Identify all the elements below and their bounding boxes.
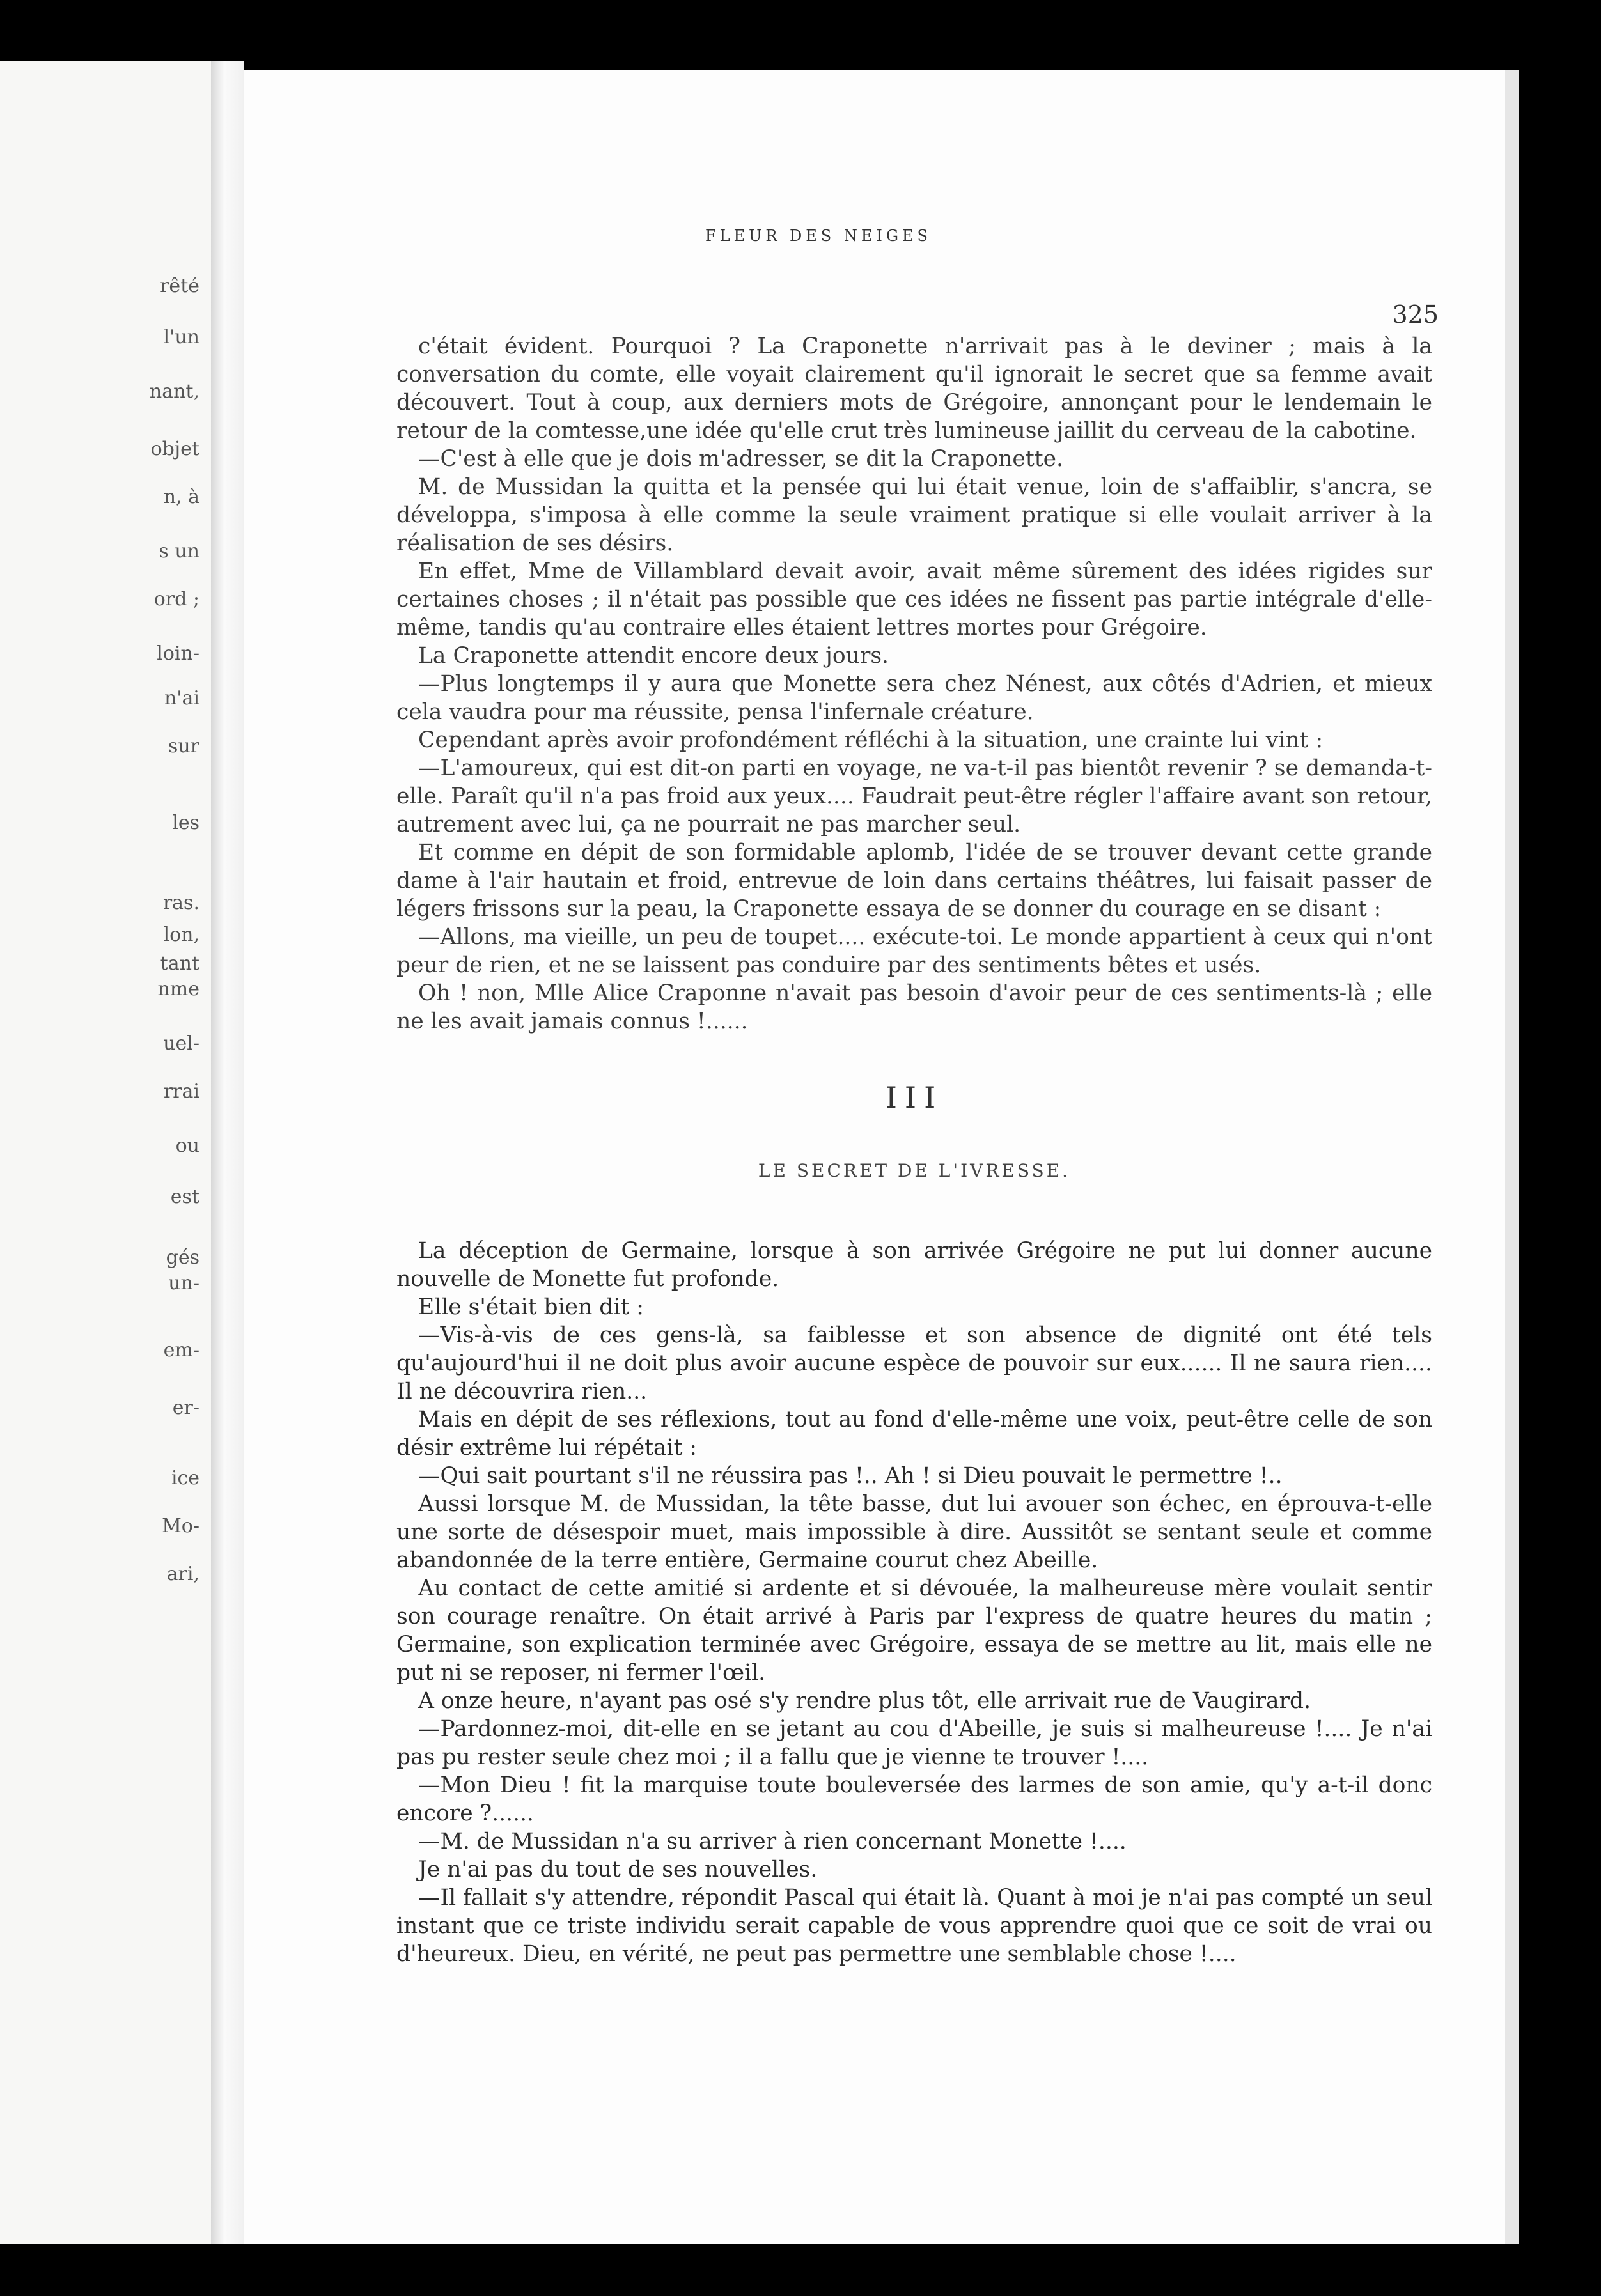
- paragraph: Mais en dépit de ses réflexions, tout au fond d'elle-même une voix, peut-être celle de son désir extrême lui répétait :: [396, 1407, 1432, 1461]
- facing-page: [0, 61, 211, 2244]
- paragraph: —L'amoureux, qui est dit-on parti en voyage, ne va-t-il pas bientôt revenir ? se demanda-t-elle. Paraît qu'il n'a pas froid aux yeux.... Faudrait peut-être régler l'affaire avant son retour, autrement avec lui, ça ne pourrait ne pas marcher seul.: [396, 756, 1432, 837]
- paragraph: Au contact de cette amitié si ardente et si dévouée, la malheureuse mère voulait sentir son courage renaître. On était arrivé à Paris par l'express de quatre heures du matin ; Germaine, son explication terminée avec Grégoire, essaya de se mettre au lit, mais elle ne put ni se reposer, ni fermer l'œil.: [396, 1576, 1432, 1686]
- facing-page-fragment: objet: [150, 438, 199, 460]
- book-gutter: [211, 61, 244, 2244]
- facing-page-fragment: nant,: [149, 380, 199, 403]
- paragraph: M. de Mussidan la quitta et la pensée qui lui était venue, loin de s'affaiblir, s'ancra, se développa, s'imposa à elle comme la seule vraiment pratique si elle voulait arriver à la réalisation de ses désirs.: [396, 474, 1432, 556]
- facing-page-fragment: lon,: [163, 924, 199, 946]
- facing-page-fragment: tant: [160, 952, 199, 975]
- paragraph: —Vis-à-vis de ces gens-là, sa faiblesse et son absence de dignité ont été tels qu'aujourd'hui il ne doit plus avoir aucune espèce de pouvoir sur eux...... Il ne saura rien.... Il ne découvrira rien...: [396, 1323, 1432, 1404]
- facing-page-fragment: gés: [166, 1246, 199, 1269]
- page-edge: [1505, 70, 1519, 2244]
- paragraph: Je n'ai pas du tout de ses nouvelles.: [418, 1857, 818, 1882]
- paragraph: La déception de Germaine, lorsque à son arrivée Grégoire ne put lui donner aucune nouvelle de Monette fut profonde.: [396, 1238, 1432, 1292]
- paragraph: —Plus longtemps il y aura que Monette sera chez Nénest, aux côtés d'Adrien, et mieux cela vaudra pour ma réussite, pensa l'infernale créature.: [396, 671, 1432, 725]
- facing-page-fragment: ord ;: [153, 588, 199, 610]
- facing-page-fragment: ou: [175, 1135, 199, 1157]
- chapter-number: III: [885, 1080, 944, 1115]
- text-block-top: [396, 332, 1432, 1036]
- paragraph: A onze heure, n'ayant pas osé s'y rendre plus tôt, elle arrivait rue de Vaugirard.: [418, 1688, 1311, 1714]
- paragraph: Cependant après avoir profondément réfléchi à la situation, une crainte lui vint :: [418, 727, 1323, 753]
- paragraph: —Mon Dieu ! fit la marquise toute bouleversée des larmes de son amie, qu'y a-t-il donc encore ?......: [396, 1772, 1432, 1826]
- facing-page-fragment: rrai: [163, 1080, 199, 1103]
- facing-page-fragment: loin-: [157, 642, 199, 665]
- facing-page-fragment: em-: [163, 1339, 199, 1361]
- paragraph: —Il fallait s'y attendre, répondit Pascal qui était là. Quant à moi je n'ai pas compté un seul instant que ce triste individu serait capable de vous apprendre quoi que ce soit de vrai ou d'heureux. Dieu, en vérité, ne peut pas permettre une semblable chose !....: [396, 1885, 1432, 1967]
- chapter-title: LE SECRET DE L'IVRESSE.: [758, 1160, 1071, 1181]
- facing-page-fragment: er-: [172, 1397, 199, 1419]
- facing-page-fragment: n, à: [163, 486, 199, 508]
- paragraph: c'était évident. Pourquoi ? La Craponette n'arrivait pas à le deviner ; mais à la conversation du comte, elle voyait clairement qu'il ignorait le secret que sa femme avait découvert. Tout à coup, aux derniers mots de Grégoire, annonçant pour le lendemain le retour de la comtesse,une idée qu'elle crut très lumineuse jaillit du cerveau de la cabotine.: [396, 334, 1432, 444]
- paragraph: Aussi lorsque M. de Mussidan, la tête basse, dut lui avouer son échec, en éprouva-t-elle une sorte de désespoir muet, mais impossible à dire. Aussitôt se sentant seule et comme abandonnée de la terre entière, Germaine courut chez Abeille.: [396, 1491, 1432, 1573]
- facing-page-fragment: Mo-: [162, 1515, 199, 1537]
- paragraph: En effet, Mme de Villamblard devait avoir, avait même sûrement des idées rigides sur certaines choses ; il n'était pas possible que ces idées ne fissent pas partie intégrale d'elle-même, tandis qu'au contraire elles étaient lettres mortes pour Grégoire.: [396, 559, 1432, 640]
- facing-page-fragment: rêté: [160, 275, 199, 297]
- paragraph: —Qui sait pourtant s'il ne réussira pas !.. Ah ! si Dieu pouvait le permettre !..: [418, 1463, 1283, 1489]
- facing-page-fragment: un-: [168, 1272, 199, 1294]
- facing-page-fragment: l'un: [163, 326, 199, 348]
- paragraph: Et comme en dépit de son formidable aplomb, l'idée de se trouver devant cette grande dame à l'air hautain et froid, entrevue de loin dans certains théâtres, lui faisait passer de légers frissons sur la peau, la Craponette essaya de se donner du courage en se disant :: [396, 840, 1432, 922]
- facing-page-fragment: s un: [159, 540, 199, 562]
- facing-page-fragment: nme: [157, 978, 199, 1000]
- paragraph: Oh ! non, Mlle Alice Craponne n'avait pas besoin d'avoir peur de ces sentiments-là ; elle ne les avait jamais connus !......: [396, 981, 1432, 1034]
- page-number: 325: [1392, 300, 1439, 329]
- paragraph: —C'est à elle que je dois m'adresser, se dit la Craponette.: [418, 446, 1063, 472]
- facing-page-fragment: ice: [171, 1467, 199, 1489]
- facing-page-fragment: ari,: [166, 1563, 199, 1585]
- facing-page-fragment: uel-: [163, 1032, 199, 1055]
- facing-page-fragment: n'ai: [164, 687, 199, 710]
- facing-page-fragment: les: [172, 812, 199, 834]
- facing-page-fragment: sur: [168, 735, 199, 757]
- text-block-bottom: [396, 1237, 1432, 1968]
- paragraph: —Pardonnez-moi, dit-elle en se jetant au cou d'Abeille, je suis si malheureuse !.... Je n'ai pas pu rester seule chez moi ; il a fallu que je vienne te trouver !....: [396, 1716, 1432, 1770]
- paragraph: Elle s'était bien dit :: [418, 1294, 644, 1320]
- paragraph: —M. de Mussidan n'a su arriver à rien concernant Monette !....: [418, 1829, 1127, 1854]
- running-head: FLEUR DES NEIGES: [705, 227, 932, 245]
- facing-page-fragment: est: [170, 1186, 199, 1208]
- paragraph: La Craponette attendit encore deux jours.: [418, 643, 889, 669]
- paragraph: —Allons, ma vieille, un peu de toupet.... exécute-toi. Le monde appartient à ceux qui n'ont peur de rien, et ne se laissent pas conduire par des sentiments bêtes et usés.: [396, 924, 1432, 978]
- facing-page-fragment: ras.: [162, 892, 199, 914]
